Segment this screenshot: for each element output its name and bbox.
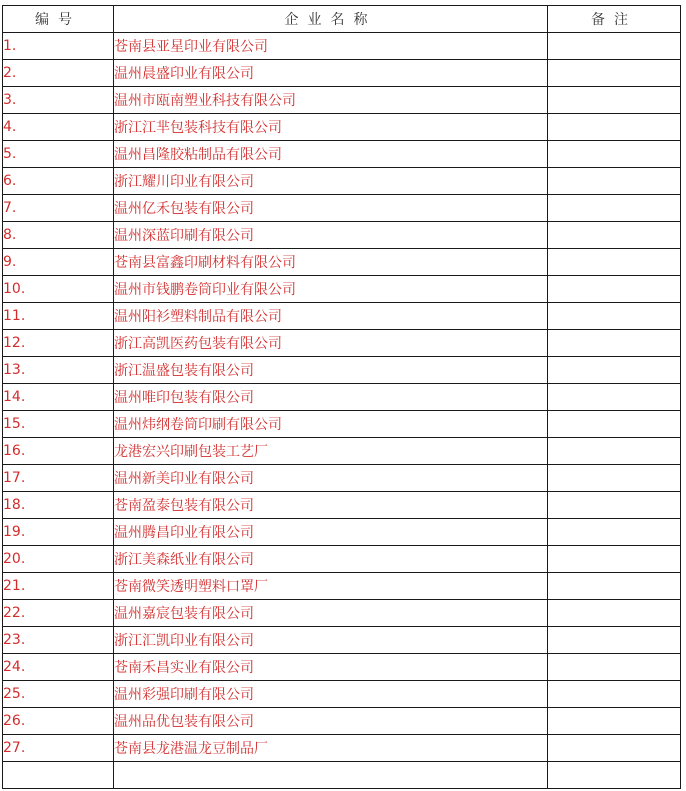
row-number-cell: 7.: [3, 195, 114, 222]
row-number-cell: 25.: [3, 681, 114, 708]
table-row: [3, 249, 681, 276]
row-number-cell: 3.: [3, 87, 114, 114]
company-name-cell: 苍南县亚星印业有限公司: [114, 33, 548, 60]
row-number-cell: 9.: [3, 249, 114, 276]
table-row: [3, 654, 681, 681]
table-row: [3, 600, 681, 627]
table-row: [3, 519, 681, 546]
table-row: [3, 168, 681, 195]
company-name-cell: 浙江耀川印业有限公司: [114, 168, 548, 195]
company-name-cell: 浙江美森纸业有限公司: [114, 546, 548, 573]
table-row: [3, 465, 681, 492]
remarks-cell: [548, 519, 681, 546]
company-name-cell: 温州昌隆胶粘制品有限公司: [114, 141, 548, 168]
remarks-cell: [548, 303, 681, 330]
company-name-cell: 浙江汇凯印业有限公司: [114, 627, 548, 654]
row-number-cell: 16.: [3, 438, 114, 465]
company-name-cell: 温州嘉宸包装有限公司: [114, 600, 548, 627]
remarks-cell: [548, 330, 681, 357]
table-row: [3, 384, 681, 411]
table-row: [3, 708, 681, 735]
row-number-cell: 24.: [3, 654, 114, 681]
row-number-cell: 18.: [3, 492, 114, 519]
company-name-cell: 苍南微笑透明塑料口罩厂: [114, 573, 548, 600]
company-name-cell: [114, 762, 548, 789]
header-remarks: 备注: [548, 6, 681, 33]
table-row: [3, 141, 681, 168]
table-row: [3, 627, 681, 654]
table-row: [3, 762, 681, 789]
row-number-cell: 19.: [3, 519, 114, 546]
remarks-cell: [548, 60, 681, 87]
company-name-cell: 浙江江芈包装科技有限公司: [114, 114, 548, 141]
company-name-cell: 龙港宏兴印刷包装工艺厂: [114, 438, 548, 465]
remarks-cell: [548, 276, 681, 303]
remarks-cell: [548, 33, 681, 60]
company-name-cell: 温州亿禾包装有限公司: [114, 195, 548, 222]
row-number-cell: [3, 762, 114, 789]
row-number-cell: 5.: [3, 141, 114, 168]
remarks-cell: [548, 492, 681, 519]
remarks-cell: [548, 654, 681, 681]
table-row: [3, 411, 681, 438]
table-row: [3, 195, 681, 222]
row-number-cell: 2.: [3, 60, 114, 87]
company-name-cell: 温州晨盛印业有限公司: [114, 60, 548, 87]
company-name-cell: 温州市瓯南塑业科技有限公司: [114, 87, 548, 114]
table-row: [3, 735, 681, 762]
table-row: [3, 357, 681, 384]
table-row: [3, 114, 681, 141]
header-number: 编号: [3, 6, 114, 33]
company-name-cell: 温州炜纲卷筒印刷有限公司: [114, 411, 548, 438]
remarks-cell: [548, 87, 681, 114]
remarks-cell: [548, 222, 681, 249]
table-row: [3, 87, 681, 114]
table-row: [3, 492, 681, 519]
remarks-cell: [548, 735, 681, 762]
table-row: [3, 546, 681, 573]
remarks-cell: [548, 168, 681, 195]
company-name-cell: 温州阳衫塑料制品有限公司: [114, 303, 548, 330]
row-number-cell: 1.: [3, 33, 114, 60]
remarks-cell: [548, 195, 681, 222]
row-number-cell: 4.: [3, 114, 114, 141]
remarks-cell: [548, 627, 681, 654]
table-row: [3, 573, 681, 600]
table-row: [3, 33, 681, 60]
company-name-cell: 温州新美印业有限公司: [114, 465, 548, 492]
table-row: [3, 60, 681, 87]
row-number-cell: 10.: [3, 276, 114, 303]
table-row: [3, 303, 681, 330]
company-name-cell: 温州彩强印刷有限公司: [114, 681, 548, 708]
row-number-cell: 15.: [3, 411, 114, 438]
table-row: [3, 330, 681, 357]
row-number-cell: 22.: [3, 600, 114, 627]
row-number-cell: 14.: [3, 384, 114, 411]
remarks-cell: [548, 681, 681, 708]
row-number-cell: 20.: [3, 546, 114, 573]
remarks-cell: [548, 573, 681, 600]
row-number-cell: 12.: [3, 330, 114, 357]
row-number-cell: 23.: [3, 627, 114, 654]
row-number-cell: 6.: [3, 168, 114, 195]
company-name-cell: 温州腾昌印业有限公司: [114, 519, 548, 546]
company-name-cell: 浙江温盛包装有限公司: [114, 357, 548, 384]
remarks-cell: [548, 546, 681, 573]
company-name-cell: 浙江高凯医药包装有限公司: [114, 330, 548, 357]
company-name-cell: 苍南县富鑫印刷材料有限公司: [114, 249, 548, 276]
remarks-cell: [548, 708, 681, 735]
remarks-cell: [548, 384, 681, 411]
remarks-cell: [548, 438, 681, 465]
company-name-cell: 温州品优包装有限公司: [114, 708, 548, 735]
remarks-cell: [548, 249, 681, 276]
company-name-cell: 苍南县龙港温龙豆制品厂: [114, 735, 548, 762]
company-name-cell: 苍南禾昌实业有限公司: [114, 654, 548, 681]
remarks-cell: [548, 465, 681, 492]
header-company-name: 企业名称: [114, 6, 548, 33]
table-row: [3, 438, 681, 465]
row-number-cell: 8.: [3, 222, 114, 249]
remarks-cell: [548, 600, 681, 627]
table-header-row: [3, 6, 681, 33]
row-number-cell: 27.: [3, 735, 114, 762]
company-name-cell: 温州唯印包装有限公司: [114, 384, 548, 411]
row-number-cell: 26.: [3, 708, 114, 735]
table-body: [3, 33, 681, 789]
company-name-cell: 温州市钱鹏卷筒印业有限公司: [114, 276, 548, 303]
table-row: [3, 681, 681, 708]
row-number-cell: 21.: [3, 573, 114, 600]
remarks-cell: [548, 114, 681, 141]
row-number-cell: 13.: [3, 357, 114, 384]
company-name-cell: 苍南盈泰包装有限公司: [114, 492, 548, 519]
enterprise-table: [2, 5, 681, 789]
row-number-cell: 17.: [3, 465, 114, 492]
remarks-cell: [548, 411, 681, 438]
remarks-cell: [548, 141, 681, 168]
table-row: [3, 222, 681, 249]
remarks-cell: [548, 357, 681, 384]
table-row: [3, 276, 681, 303]
row-number-cell: 11.: [3, 303, 114, 330]
company-name-cell: 温州深蓝印刷有限公司: [114, 222, 548, 249]
remarks-cell: [548, 762, 681, 789]
